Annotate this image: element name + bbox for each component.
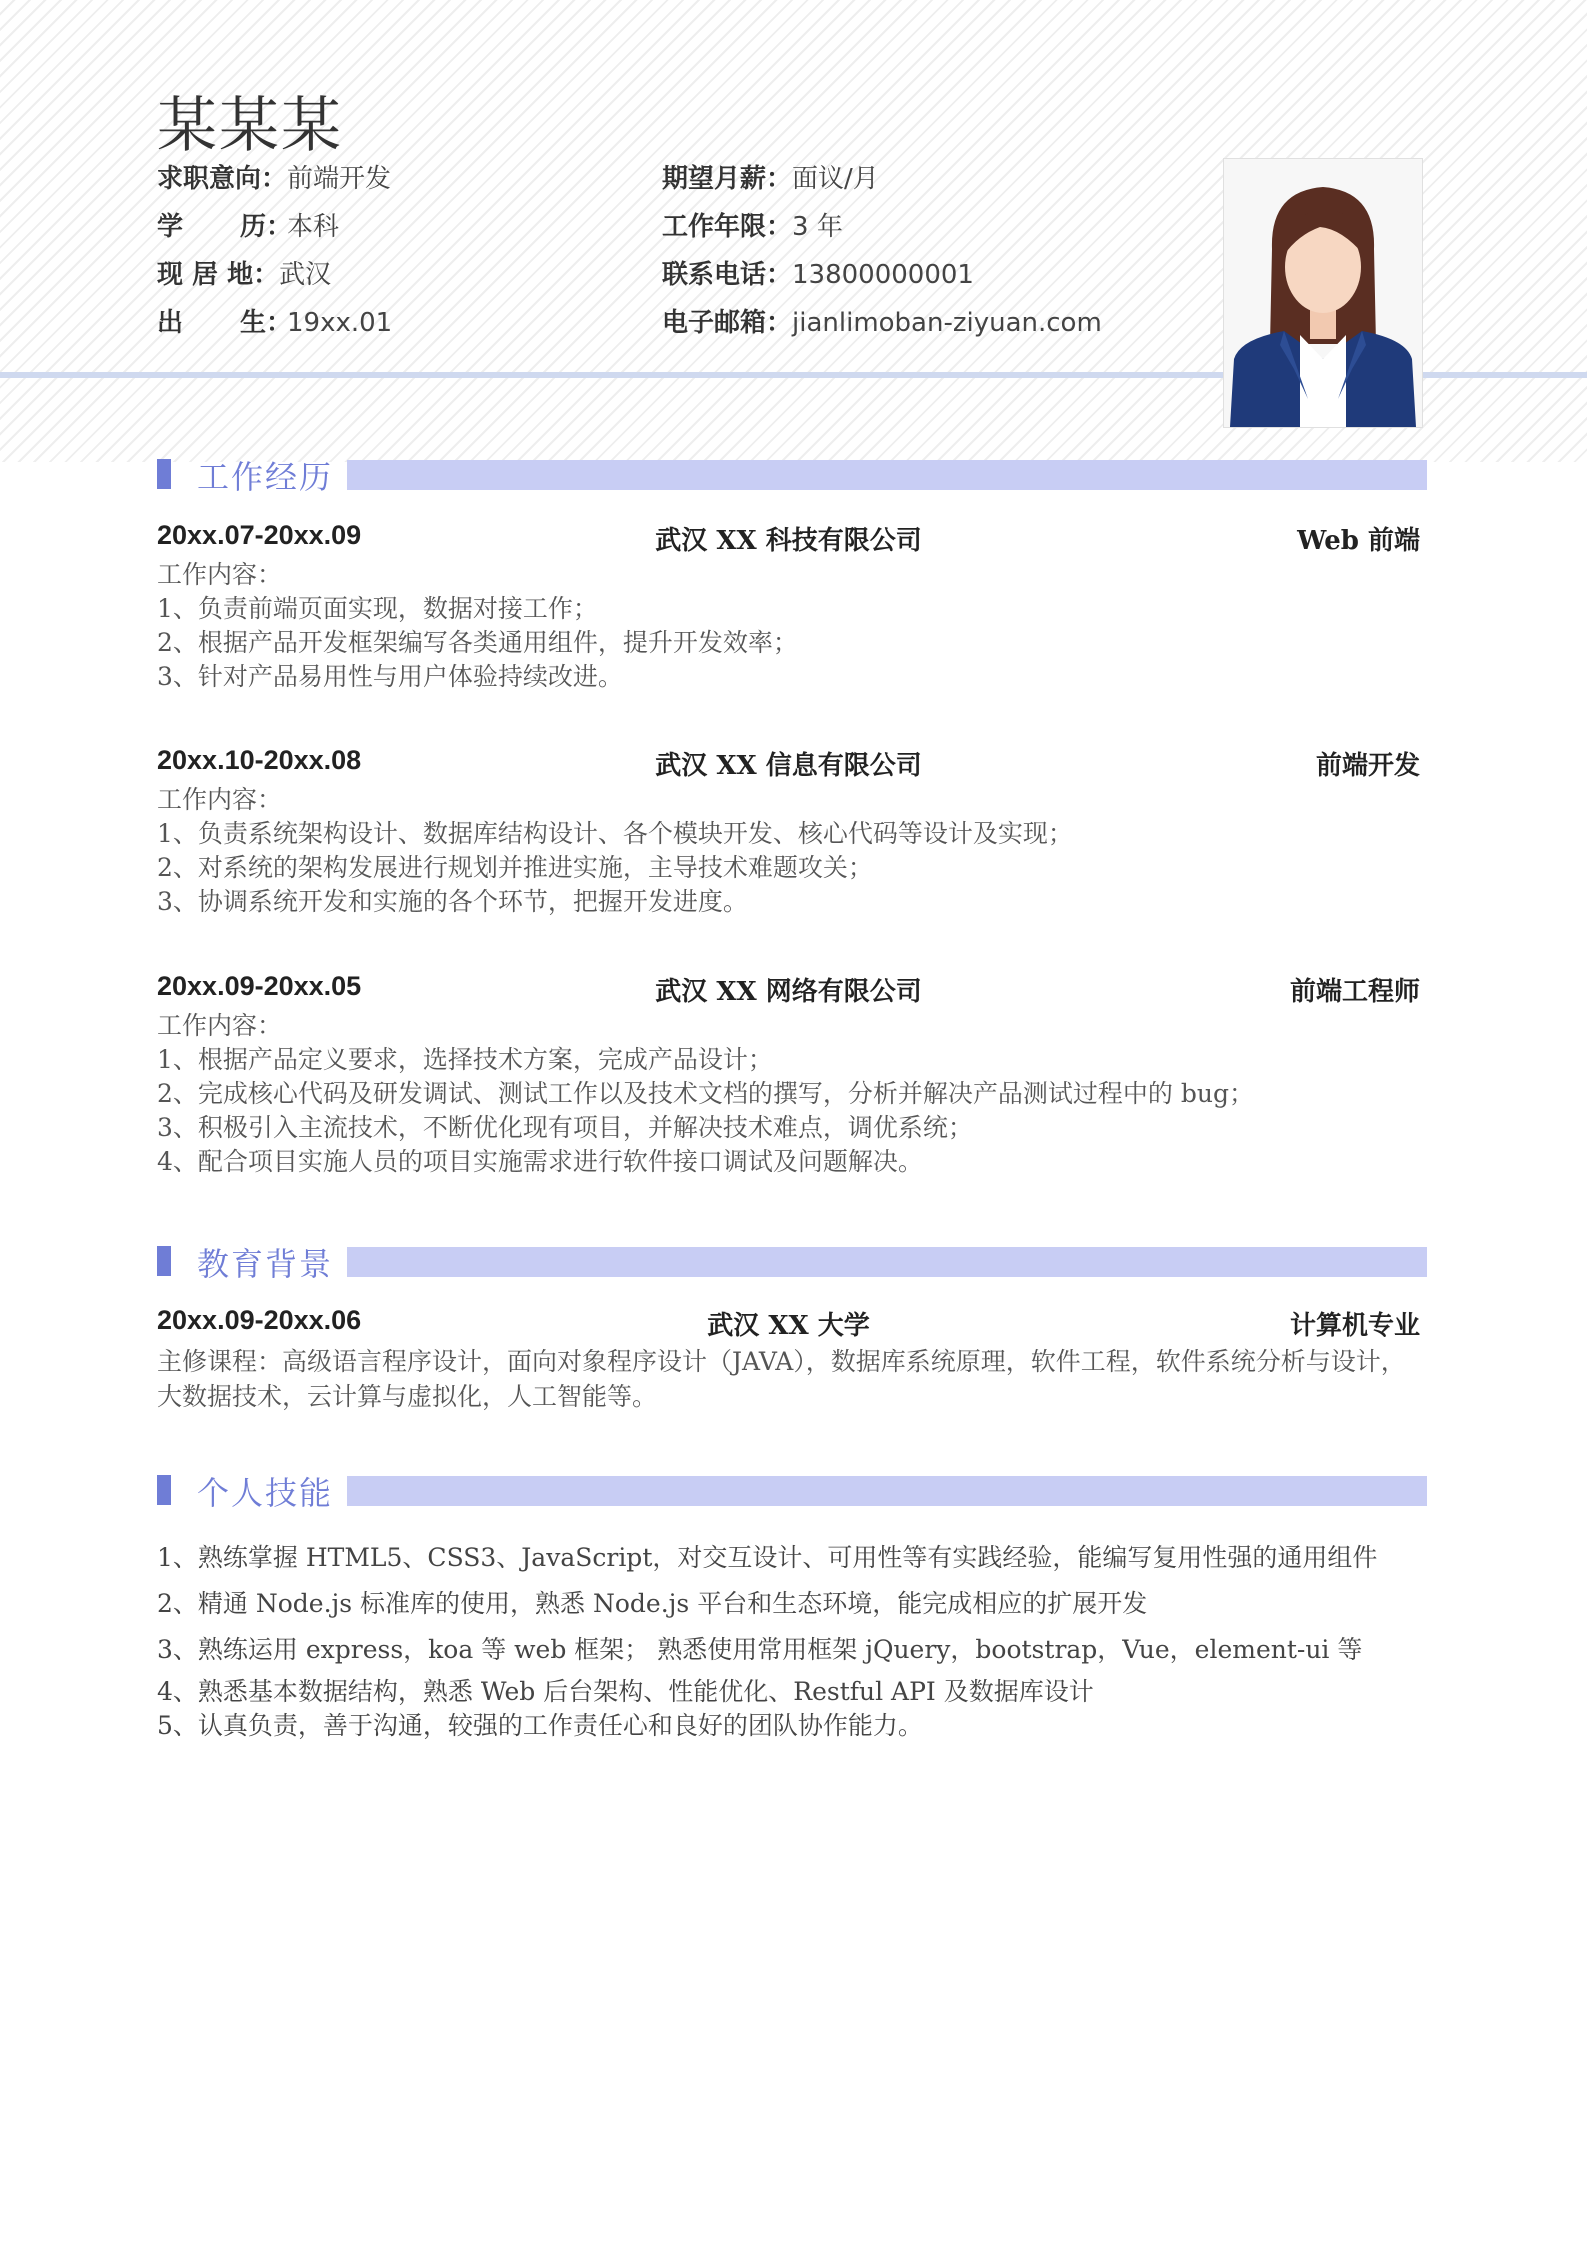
job-line: 3、针对产品易用性与用户体验持续改进。 [157,662,623,691]
job-company: 武汉 XX 网络有限公司 [655,977,922,1007]
info-birth [157,302,392,339]
residence-label: 现 居 地： [157,260,280,290]
job-period: 20xx.07-20xx.09 [157,520,362,550]
skill-item: 1、熟练掌握 HTML5、CSS3、JavaScript，对交互设计、可用性等有实践经验，能编写复用性强的通用组件 [157,1543,1378,1572]
section-education-header [157,1243,1427,1283]
education-label: 学 历： [157,212,293,242]
birth-value: 19xx.01 [287,308,393,338]
education-major: 计算机专业 [1289,1311,1420,1341]
skill-item: 5、认真负责，善于沟通，较强的工作责任心和良好的团队协作能力。 [157,1711,923,1740]
job-line: 1、负责系统架构设计、数据库结构设计、各个模块开发、核心代码等设计及实现； [157,819,1073,848]
info-residence [157,254,331,291]
skill-item: 3、熟练运用 express，koa 等 web 框架； 熟悉使用常用框架 jQuery，bootstrap，Vue，element-ui 等 [157,1635,1363,1664]
job-header [157,971,1420,1011]
residence-value: 武汉 [279,260,332,290]
education-courses-block [157,1344,1422,1414]
job-line: 2、根据产品开发框架编写各类通用组件，提升开发效率； [157,628,798,657]
section-work-header [157,456,1427,496]
job-content [157,1009,1427,1179]
education-header [157,1305,1420,1345]
education-school: 武汉 XX 大学 [707,1311,870,1341]
job-role: Web 前端 [1297,526,1420,556]
section-bar [347,460,1427,490]
info-education [157,206,339,243]
job-line: 2、完成核心代码及研发调试、测试工作以及技术文档的撰写，分析并解决产品测试过程中的 bug； [157,1079,1254,1108]
salary-value: 面议/月 [792,164,879,194]
section-bar [347,1476,1427,1506]
phone-label: 联系电话： [662,260,793,290]
section-bar [347,1247,1427,1277]
job-content-label: 工作内容： [157,1011,283,1040]
birth-label: 出 生： [157,308,293,338]
section-marker [157,1475,171,1505]
info-salary [662,158,879,195]
info-email [662,302,1102,339]
email-value: jianlimoban-ziyuan.com [792,308,1102,338]
section-title-education: 教育背景 [197,1245,334,1283]
info-phone [662,254,974,291]
job-header [157,745,1420,785]
years-label: 工作年限： [662,212,793,242]
job-content-label: 工作内容： [157,560,283,589]
job-line: 3、积极引入主流技术，不断优化现有项目，并解决技术难点，调优系统； [157,1113,973,1142]
job-header [157,520,1420,560]
section-title-work: 工作经历 [197,458,334,496]
intent-label: 求职意向： [157,164,288,194]
skills-list [157,1538,1437,1738]
avatar-woman-icon [1224,159,1422,427]
job-period: 20xx.10-20xx.08 [157,745,362,775]
salary-label: 期望月薪： [662,164,793,194]
phone-value: 13800000001 [792,260,974,290]
job-line: 3、协调系统开发和实施的各个环节，把握开发进度。 [157,887,748,916]
job-line: 4、配合项目实施人员的项目实施需求进行软件接口调试及问题解决。 [157,1147,923,1176]
skill-item: 2、精通 Node.js 标准库的使用，熟悉 Node.js 平台和生态环境，能完成相应的扩展开发 [157,1589,1148,1618]
years-value: 3 年 [792,212,843,242]
education-period: 20xx.09-20xx.06 [157,1305,362,1335]
education-courses: 主修课程：高级语言程序设计，面向对象程序设计（JAVA），数据库系统原理，软件工程，软件系统分析与设计，大数据技术，云计算与虚拟化，人工智能等。 [157,1347,1406,1411]
section-title-skills: 个人技能 [197,1474,334,1512]
info-intent [157,158,391,195]
candidate-name: 某某某 [157,91,343,161]
job-line: 1、负责前端页面实现，数据对接工作； [157,594,598,623]
section-marker [157,1246,171,1276]
job-company: 武汉 XX 科技有限公司 [655,526,922,556]
info-years [662,206,843,243]
profile-photo [1223,158,1423,428]
job-company: 武汉 XX 信息有限公司 [655,751,922,781]
education-value: 本科 [287,212,340,242]
job-period: 20xx.09-20xx.05 [157,971,362,1001]
job-content [157,783,1427,919]
job-role: 前端开发 [1315,751,1420,781]
section-skills-header [157,1472,1427,1512]
intent-value: 前端开发 [287,164,392,194]
job-content-label: 工作内容： [157,785,283,814]
section-marker [157,459,171,489]
job-line: 2、对系统的架构发展进行规划并推进实施，主导技术难题攻关； [157,853,873,882]
job-content [157,558,1427,694]
job-role: 前端工程师 [1289,977,1420,1007]
email-label: 电子邮箱： [662,308,793,338]
job-line: 1、根据产品定义要求，选择技术方案，完成产品设计； [157,1045,773,1074]
skill-item: 4、熟悉基本数据结构，熟悉 Web 后台架构、性能优化、Restful API 及数据库设计 [157,1677,1094,1706]
